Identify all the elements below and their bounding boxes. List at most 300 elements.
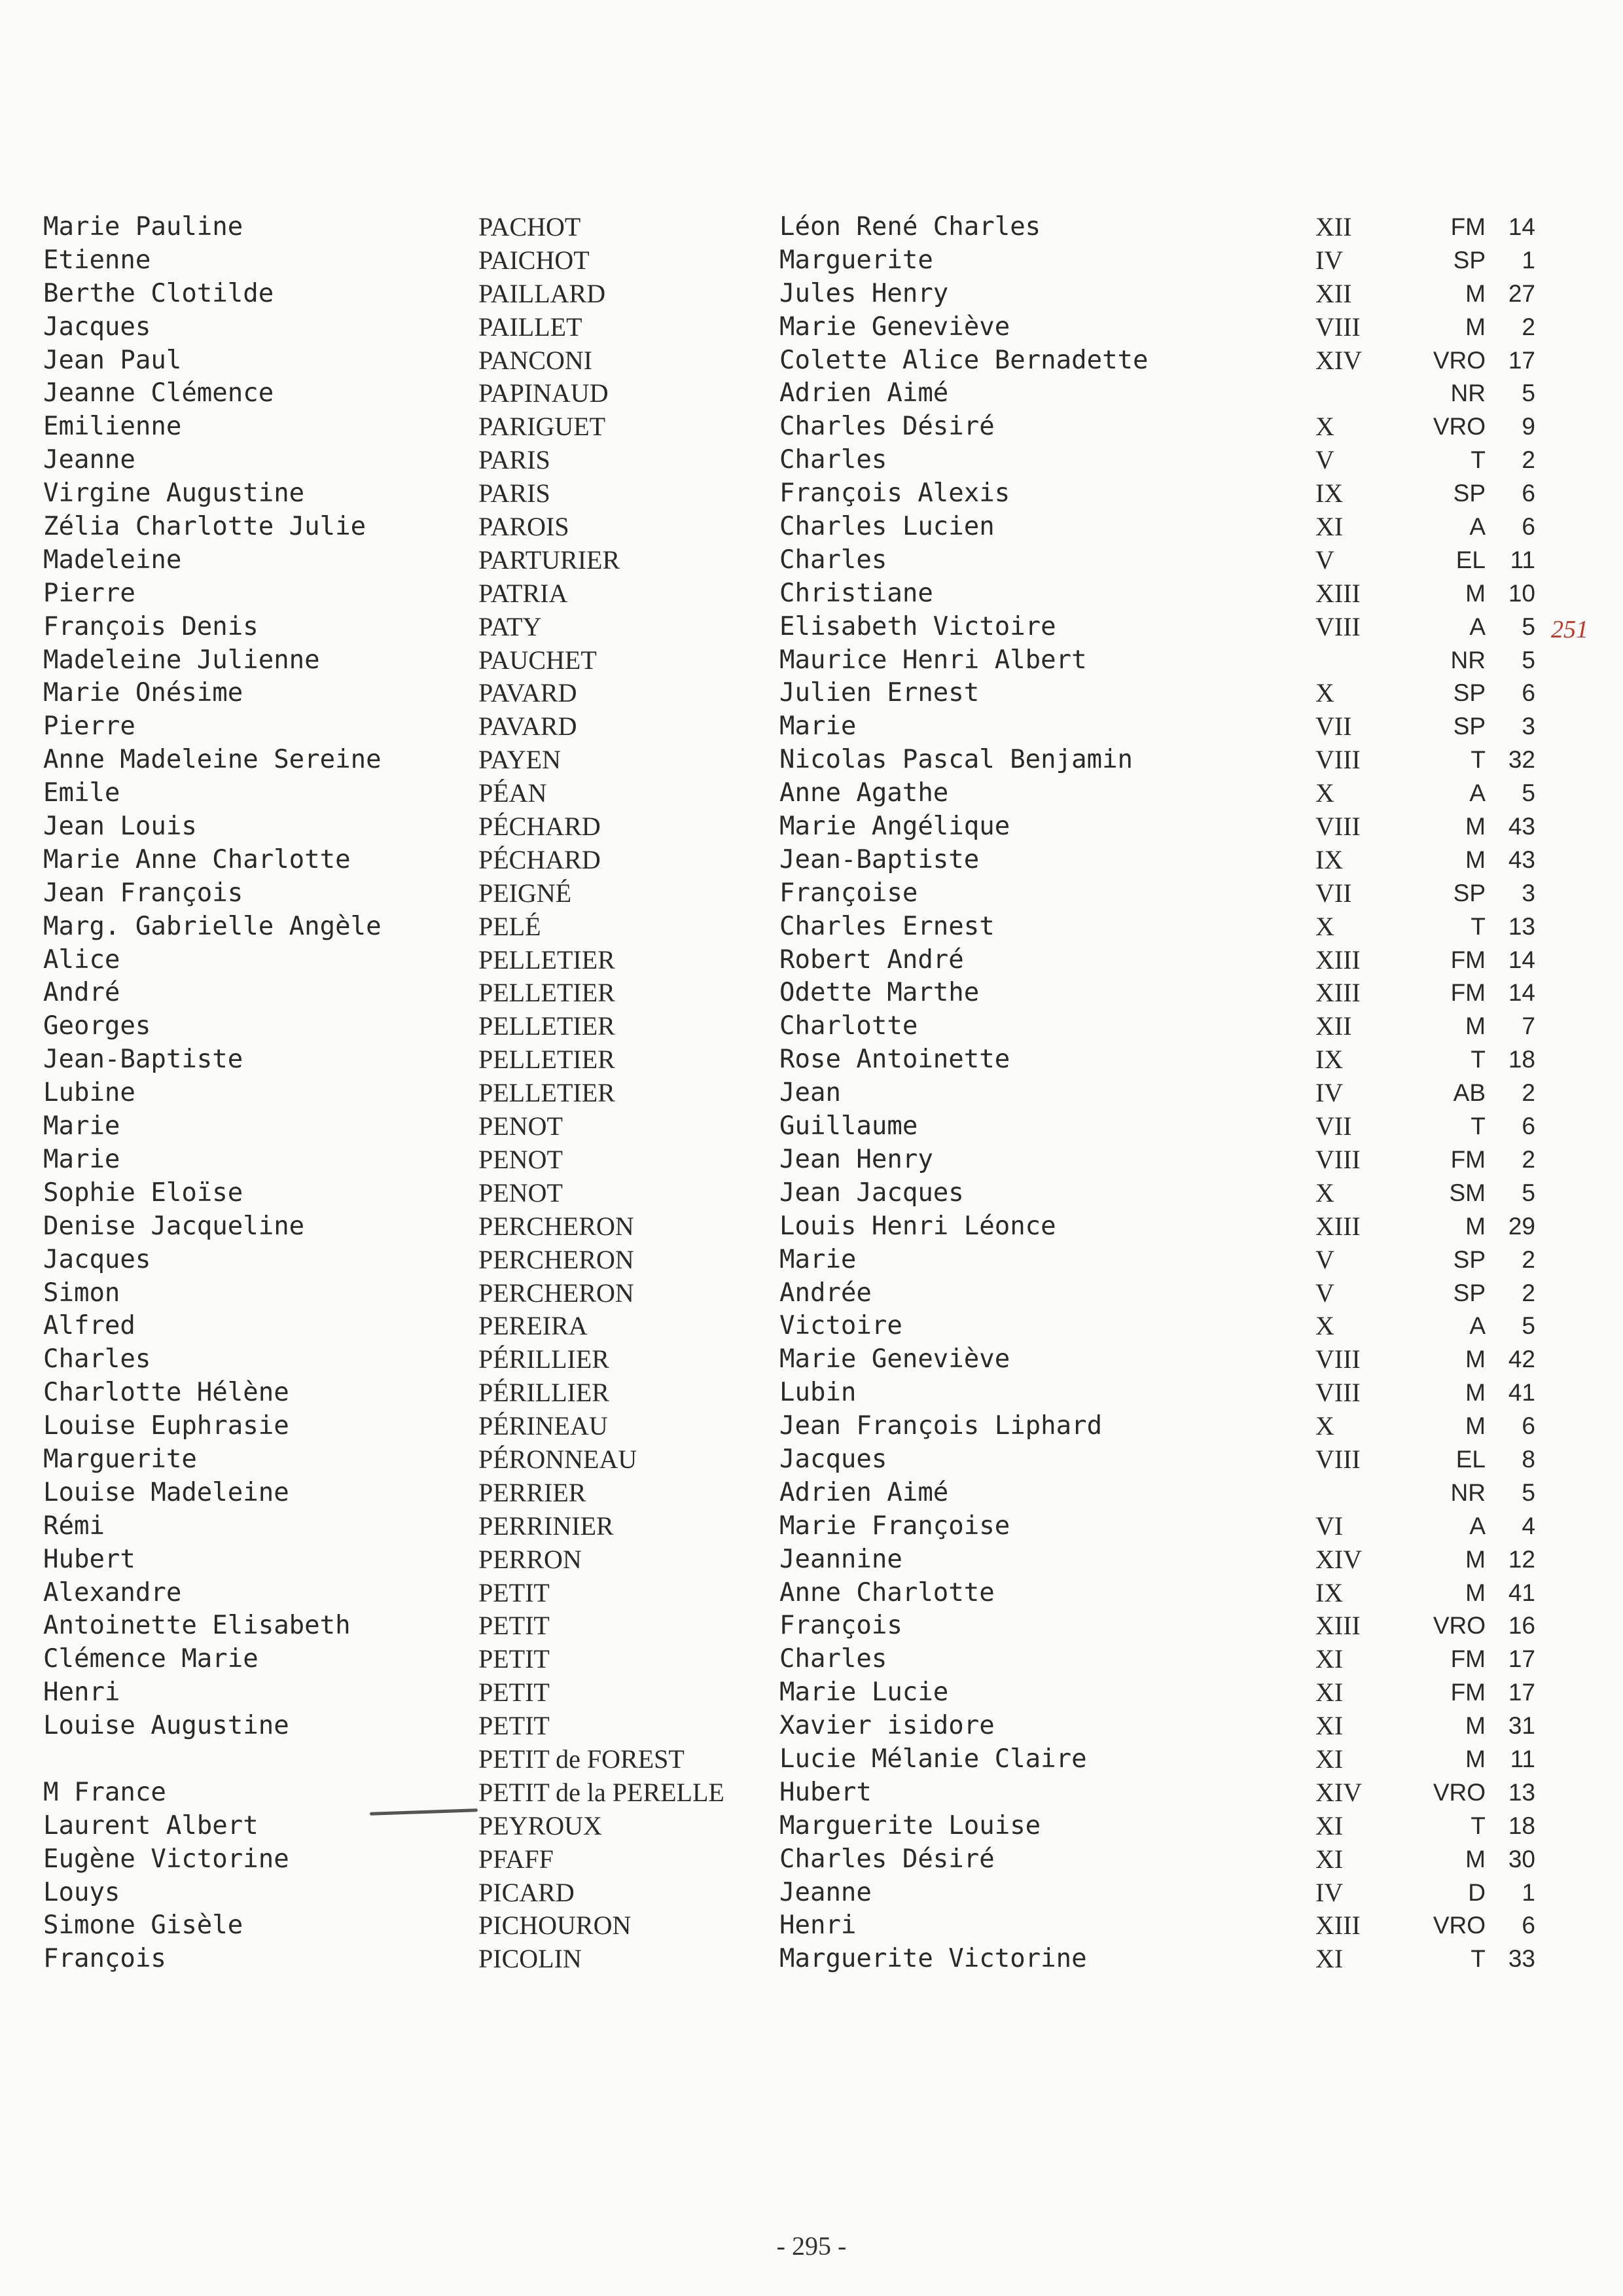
number-cell: 11: [1510, 546, 1535, 573]
volume-cell: XIII: [1315, 578, 1361, 608]
volume-cell: VI: [1315, 1511, 1344, 1541]
spouse-name-cell: Robert André: [779, 944, 964, 975]
volume-cell: VIII: [1315, 812, 1361, 842]
spouse-name-cell: Jean: [779, 1078, 841, 1108]
number-cell: 6: [1522, 480, 1535, 507]
spouse-name-cell: Jeanne: [779, 1877, 872, 1907]
number-cell: 17: [1508, 346, 1535, 374]
table-row: [0, 1643, 1623, 1676]
volume-cell: V: [1315, 1278, 1334, 1308]
number-cell: 3: [1522, 713, 1535, 740]
table-row: [0, 1177, 1623, 1210]
number-cell: 5: [1522, 613, 1535, 640]
code-cell: T: [1471, 1113, 1486, 1140]
number-cell: 14: [1508, 946, 1535, 973]
code-cell: M: [1465, 279, 1486, 307]
surname-cell: PANCONI: [478, 345, 593, 375]
surname-cell: PERCHERON: [478, 1211, 634, 1241]
volume-cell: X: [1315, 412, 1334, 442]
first-name-cell: Emilienne: [43, 412, 182, 442]
first-name-cell: Marguerite: [43, 1444, 197, 1474]
volume-cell: X: [1315, 678, 1334, 708]
code-cell: T: [1471, 446, 1486, 474]
first-name-cell: Simon: [43, 1278, 120, 1308]
number-cell: 6: [1522, 513, 1535, 541]
surname-cell: PELLETIER: [478, 1045, 615, 1075]
spouse-name-cell: Xavier isidore: [779, 1711, 995, 1741]
number-cell: 16: [1508, 1612, 1535, 1640]
surname-cell: PELÉ: [478, 911, 541, 941]
spouse-name-cell: Adrien Aimé: [779, 1477, 949, 1507]
volume-cell: VIII: [1315, 312, 1361, 342]
first-name-cell: Pierre: [43, 578, 135, 608]
table-row: [0, 1244, 1623, 1277]
number-cell: 6: [1522, 1912, 1535, 1939]
table-row: [0, 444, 1623, 477]
code-cell: M: [1465, 1346, 1486, 1373]
surname-cell: PÉAN: [478, 778, 547, 808]
code-cell: FM: [1450, 1145, 1486, 1173]
table-row: [0, 1376, 1623, 1410]
table-row: [0, 477, 1623, 511]
first-name-cell: Charles: [43, 1344, 151, 1374]
surname-cell: PARIS: [478, 478, 550, 509]
number-cell: 10: [1508, 579, 1535, 607]
spouse-name-cell: Marguerite Louise: [779, 1810, 1041, 1840]
first-name-cell: Jean Paul: [43, 345, 182, 375]
table-row: [0, 1810, 1623, 1843]
table-row: [0, 1710, 1623, 1743]
surname-cell: PEREIRA: [478, 1311, 588, 1341]
surname-cell: PETIT: [478, 1711, 550, 1741]
first-name-cell: Zélia Charlotte Julie: [43, 512, 366, 542]
volume-cell: IV: [1315, 1877, 1344, 1907]
surname-cell: PENOT: [478, 1177, 563, 1208]
number-cell: 5: [1522, 1179, 1535, 1206]
code-cell: M: [1465, 846, 1486, 873]
table-row: [0, 777, 1623, 810]
number-cell: 6: [1522, 1113, 1535, 1140]
spouse-name-cell: François: [779, 1611, 902, 1641]
register-table: [0, 211, 1623, 1976]
number-cell: 11: [1510, 1745, 1535, 1772]
first-name-cell: Denise Jacqueline: [43, 1211, 305, 1241]
table-row: [0, 944, 1623, 977]
number-cell: 8: [1522, 1445, 1535, 1473]
code-cell: SP: [1453, 246, 1486, 274]
table-row: [0, 1277, 1623, 1310]
number-cell: 5: [1522, 380, 1535, 407]
surname-cell: PAYEN: [478, 745, 561, 775]
spouse-name-cell: Marie Angélique: [779, 812, 1010, 842]
number-cell: 18: [1508, 1812, 1535, 1839]
volume-cell: VII: [1315, 711, 1352, 742]
table-row: [0, 1443, 1623, 1477]
number-cell: 2: [1522, 1145, 1535, 1173]
surname-cell: PAILLARD: [478, 278, 606, 308]
spouse-name-cell: Nicolas Pascal Benjamin: [779, 745, 1133, 775]
table-row: [0, 311, 1623, 344]
first-name-cell: Marie: [43, 1111, 120, 1141]
volume-cell: XI: [1315, 1944, 1344, 1974]
number-cell: 5: [1522, 1479, 1535, 1506]
spouse-name-cell: Adrien Aimé: [779, 378, 949, 408]
table-row: [0, 1776, 1623, 1810]
volume-cell: XI: [1315, 512, 1344, 542]
table-row: [0, 1909, 1623, 1943]
surname-cell: PAUCHET: [478, 645, 597, 675]
code-cell: FM: [1450, 1679, 1486, 1706]
code-cell: VRO: [1433, 413, 1486, 440]
first-name-cell: Virgine Augustine: [43, 478, 305, 509]
volume-cell: XII: [1315, 1011, 1352, 1041]
spouse-name-cell: Rose Antoinette: [779, 1045, 1010, 1075]
spouse-name-cell: Marie Françoise: [779, 1511, 1010, 1541]
number-cell: 31: [1508, 1712, 1535, 1740]
table-row: [0, 877, 1623, 910]
volume-cell: V: [1315, 445, 1334, 475]
volume-cell: XI: [1315, 1810, 1344, 1840]
code-cell: NR: [1450, 1479, 1486, 1506]
first-name-cell: M France: [43, 1777, 166, 1807]
table-row: [0, 744, 1623, 777]
code-cell: M: [1465, 1212, 1486, 1240]
surname-cell: PFAFF: [478, 1844, 554, 1874]
surname-cell: PELLETIER: [478, 1078, 615, 1108]
first-name-cell: Laurent Albert: [43, 1810, 259, 1840]
table-row: [0, 278, 1623, 311]
number-cell: 27: [1508, 279, 1535, 307]
code-cell: M: [1465, 813, 1486, 840]
surname-cell: PACHOT: [478, 212, 581, 242]
number-cell: 5: [1522, 780, 1535, 807]
first-name-cell: Jean-Baptiste: [43, 1045, 243, 1075]
surname-cell: PEYROUX: [478, 1810, 602, 1840]
spouse-name-cell: Jean François Liphard: [779, 1411, 1103, 1441]
code-cell: VRO: [1433, 1612, 1486, 1640]
table-row: [0, 1543, 1623, 1577]
number-cell: 14: [1508, 979, 1535, 1007]
first-name-cell: Marie Pauline: [43, 212, 243, 242]
first-name-cell: Antoinette Elisabeth: [43, 1611, 351, 1641]
code-cell: T: [1471, 912, 1486, 940]
volume-cell: XIII: [1315, 1211, 1361, 1241]
table-row: [0, 211, 1623, 244]
first-name-cell: Emile: [43, 778, 120, 808]
table-row: [0, 1343, 1623, 1376]
surname-cell: PAPINAUD: [478, 378, 609, 408]
table-row: [0, 677, 1623, 710]
spouse-name-cell: Charles Désiré: [779, 412, 995, 442]
spouse-name-cell: Marguerite: [779, 245, 933, 275]
number-cell: 2: [1522, 1079, 1535, 1107]
first-name-cell: Anne Madeleine Sereine: [43, 745, 382, 775]
first-name-cell: Clémence Marie: [43, 1644, 259, 1674]
handwritten-annotation: 251: [1551, 616, 1588, 643]
first-name-cell: Marie Onésime: [43, 678, 243, 708]
first-name-cell: Charlotte Hélène: [43, 1378, 289, 1408]
surname-cell: PARTURIER: [478, 545, 620, 575]
code-cell: A: [1469, 613, 1486, 640]
spouse-name-cell: Maurice Henri Albert: [779, 645, 1087, 675]
surname-cell: PAILLET: [478, 312, 582, 342]
first-name-cell: Henri: [43, 1677, 120, 1708]
first-name-cell: Jean Louis: [43, 812, 197, 842]
volume-cell: IX: [1315, 1577, 1344, 1607]
surname-cell: PELLETIER: [478, 944, 615, 975]
table-row: [0, 577, 1623, 611]
table-row: [0, 977, 1623, 1010]
code-cell: A: [1469, 780, 1486, 807]
surname-cell: PERCHERON: [478, 1244, 634, 1274]
spouse-name-cell: François Alexis: [779, 478, 1010, 509]
surname-cell: PARIS: [478, 445, 550, 475]
code-cell: NR: [1450, 380, 1486, 407]
volume-cell: IV: [1315, 245, 1344, 275]
number-cell: 1: [1522, 1878, 1535, 1906]
volume-cell: XI: [1315, 1644, 1344, 1674]
surname-cell: PICHOURON: [478, 1910, 632, 1941]
first-name-cell: Jean François: [43, 878, 243, 908]
spouse-name-cell: Christiane: [779, 578, 933, 608]
surname-cell: PAVARD: [478, 711, 577, 742]
volume-cell: VIII: [1315, 611, 1361, 641]
code-cell: VRO: [1433, 346, 1486, 374]
volume-cell: XI: [1315, 1744, 1344, 1774]
surname-cell: PETIT: [478, 1577, 550, 1607]
volume-cell: XI: [1315, 1844, 1344, 1874]
number-cell: 9: [1522, 413, 1535, 440]
surname-cell: PETIT de FOREST: [478, 1744, 685, 1774]
spouse-name-cell: Marguerite Victorine: [779, 1944, 1087, 1974]
code-cell: T: [1471, 1046, 1486, 1073]
surname-cell: PÉRONNEAU: [478, 1444, 637, 1474]
volume-cell: XIII: [1315, 978, 1361, 1008]
code-cell: D: [1468, 1878, 1486, 1906]
volume-cell: XI: [1315, 1677, 1344, 1708]
number-cell: 14: [1508, 213, 1535, 240]
spouse-name-cell: Charles Lucien: [779, 512, 995, 542]
volume-cell: VIII: [1315, 745, 1361, 775]
surname-cell: PERCHERON: [478, 1278, 634, 1308]
first-name-cell: Marg. Gabrielle Angèle: [43, 911, 382, 941]
number-cell: 3: [1522, 879, 1535, 906]
volume-cell: V: [1315, 545, 1334, 575]
code-cell: M: [1465, 1712, 1486, 1740]
volume-cell: X: [1315, 1177, 1334, 1208]
code-cell: T: [1471, 1945, 1486, 1973]
code-cell: M: [1465, 1379, 1486, 1407]
table-row: [0, 1110, 1623, 1143]
spouse-name-cell: Jules Henry: [779, 278, 949, 308]
spouse-name-cell: Anne Charlotte: [779, 1577, 995, 1607]
table-row: [0, 377, 1623, 410]
first-name-cell: François: [43, 1944, 166, 1974]
code-cell: SP: [1453, 1246, 1486, 1273]
volume-cell: X: [1315, 911, 1334, 941]
surname-cell: PICOLIN: [478, 1944, 582, 1974]
volume-cell: VIII: [1315, 1378, 1361, 1408]
spouse-name-cell: Jacques: [779, 1444, 887, 1474]
spouse-name-cell: Charles: [779, 1644, 887, 1674]
volume-cell: XII: [1315, 278, 1352, 308]
surname-cell: PÉCHARD: [478, 844, 601, 874]
number-cell: 41: [1508, 1579, 1535, 1606]
code-cell: SP: [1453, 480, 1486, 507]
spouse-name-cell: Colette Alice Bernadette: [779, 345, 1149, 375]
spouse-name-cell: Hubert: [779, 1777, 872, 1807]
code-cell: FM: [1450, 1645, 1486, 1673]
first-name-cell: Jacques: [43, 1244, 151, 1274]
spouse-name-cell: Marie: [779, 711, 857, 742]
number-cell: 29: [1508, 1212, 1535, 1240]
number-cell: 6: [1522, 1412, 1535, 1440]
surname-cell: PEIGNÉ: [478, 878, 572, 908]
spouse-name-cell: Charles Désiré: [779, 1844, 995, 1874]
first-name-cell: Georges: [43, 1011, 151, 1041]
first-name-cell: Marie Anne Charlotte: [43, 844, 351, 874]
spouse-name-cell: Anne Agathe: [779, 778, 949, 808]
spouse-name-cell: Jean Henry: [779, 1144, 933, 1174]
first-name-cell: Louise Euphrasie: [43, 1411, 289, 1441]
first-name-cell: Louys: [43, 1877, 120, 1907]
spouse-name-cell: Marie: [779, 1244, 857, 1274]
spouse-name-cell: Louis Henri Léonce: [779, 1211, 1056, 1241]
code-cell: M: [1465, 1545, 1486, 1573]
first-name-cell: Alfred: [43, 1311, 135, 1341]
number-cell: 12: [1508, 1545, 1535, 1573]
number-cell: 32: [1508, 746, 1535, 774]
surname-cell: PÉRILLIER: [478, 1378, 609, 1408]
volume-cell: XII: [1315, 212, 1352, 242]
code-cell: A: [1469, 1512, 1486, 1539]
code-cell: FM: [1450, 979, 1486, 1007]
surname-cell: PAICHOT: [478, 245, 590, 275]
first-name-cell: Sophie Eloïse: [43, 1177, 243, 1208]
surname-cell: PERRON: [478, 1544, 582, 1574]
spouse-name-cell: Françoise: [779, 878, 918, 908]
surname-cell: PETIT: [478, 1611, 550, 1641]
table-row: [0, 1210, 1623, 1244]
spouse-name-cell: Marie Lucie: [779, 1677, 949, 1708]
first-name-cell: Madeleine: [43, 545, 182, 575]
page-number: - 295 -: [776, 2231, 847, 2261]
volume-cell: VII: [1315, 1111, 1352, 1141]
number-cell: 41: [1508, 1379, 1535, 1407]
first-name-cell: Jeanne Clémence: [43, 378, 274, 408]
table-row: [0, 410, 1623, 444]
first-name-cell: Pierre: [43, 711, 135, 742]
first-name-cell: André: [43, 978, 120, 1008]
table-row: [0, 1477, 1623, 1510]
spouse-name-cell: Léon René Charles: [779, 212, 1041, 242]
code-cell: AB: [1453, 1079, 1486, 1107]
code-cell: EL: [1455, 546, 1486, 573]
first-name-cell: Simone Gisèle: [43, 1910, 243, 1941]
code-cell: M: [1465, 1745, 1486, 1772]
volume-cell: VIII: [1315, 1344, 1361, 1374]
table-row: [0, 611, 1623, 644]
surname-cell: PÉRILLIER: [478, 1344, 609, 1374]
code-cell: T: [1471, 1812, 1486, 1839]
table-row: [0, 1077, 1623, 1110]
first-name-cell: Jeanne: [43, 445, 135, 475]
surname-cell: PICARD: [478, 1877, 575, 1907]
surname-cell: PELLETIER: [478, 978, 615, 1008]
code-cell: SP: [1453, 713, 1486, 740]
first-name-cell: Eugène Victorine: [43, 1844, 289, 1874]
code-cell: T: [1471, 746, 1486, 774]
first-name-cell: Lubine: [43, 1078, 135, 1108]
spouse-name-cell: Odette Marthe: [779, 978, 980, 1008]
spouse-name-cell: Marie Geneviève: [779, 1344, 1010, 1374]
code-cell: M: [1465, 1845, 1486, 1873]
spouse-name-cell: Lubin: [779, 1378, 857, 1408]
number-cell: 1: [1522, 246, 1535, 274]
volume-cell: X: [1315, 778, 1334, 808]
volume-cell: XIII: [1315, 1611, 1361, 1641]
first-name-cell: Alexandre: [43, 1577, 182, 1607]
number-cell: 30: [1508, 1845, 1535, 1873]
surname-cell: PERRIER: [478, 1477, 586, 1507]
surname-cell: PERRINIER: [478, 1511, 614, 1541]
volume-cell: XIII: [1315, 944, 1361, 975]
surname-cell: PETIT: [478, 1644, 550, 1674]
volume-cell: X: [1315, 1411, 1334, 1441]
code-cell: SP: [1453, 679, 1486, 707]
number-cell: 2: [1522, 1246, 1535, 1273]
first-name-cell: Louise Madeleine: [43, 1477, 289, 1507]
volume-cell: XIV: [1315, 1544, 1363, 1574]
spouse-name-cell: Charles Ernest: [779, 911, 995, 941]
surname-cell: PETIT de la PERELLE: [478, 1777, 724, 1807]
table-row: [0, 1876, 1623, 1910]
table-row: [0, 544, 1623, 577]
table-row: [0, 710, 1623, 744]
code-cell: NR: [1450, 646, 1486, 673]
first-name-cell: Berthe Clotilde: [43, 278, 274, 308]
table-row: [0, 1143, 1623, 1177]
spouse-name-cell: Victoire: [779, 1311, 902, 1341]
surname-cell: PELLETIER: [478, 1011, 615, 1041]
spouse-name-cell: Guillaume: [779, 1111, 918, 1141]
table-row: [0, 810, 1623, 844]
table-row: [0, 1510, 1623, 1543]
volume-cell: X: [1315, 1311, 1334, 1341]
table-row: [0, 1310, 1623, 1343]
table-row: [0, 1676, 1623, 1710]
table-row: [0, 1043, 1623, 1077]
code-cell: M: [1465, 1579, 1486, 1606]
spouse-name-cell: Jean-Baptiste: [779, 844, 980, 874]
code-cell: M: [1465, 1013, 1486, 1040]
first-name-cell: Hubert: [43, 1544, 135, 1574]
code-cell: A: [1469, 513, 1486, 541]
code-cell: M: [1465, 579, 1486, 607]
first-name-cell: Marie: [43, 1144, 120, 1174]
first-name-cell: François Denis: [43, 611, 259, 641]
surname-cell: PARIGUET: [478, 412, 606, 442]
volume-cell: XI: [1315, 1711, 1344, 1741]
code-cell: EL: [1455, 1445, 1486, 1473]
volume-cell: XIV: [1315, 1777, 1363, 1807]
code-cell: SP: [1453, 879, 1486, 906]
volume-cell: V: [1315, 1244, 1334, 1274]
table-row: [0, 1010, 1623, 1043]
number-cell: 17: [1508, 1645, 1535, 1673]
volume-cell: XIV: [1315, 345, 1363, 375]
number-cell: 18: [1508, 1046, 1535, 1073]
